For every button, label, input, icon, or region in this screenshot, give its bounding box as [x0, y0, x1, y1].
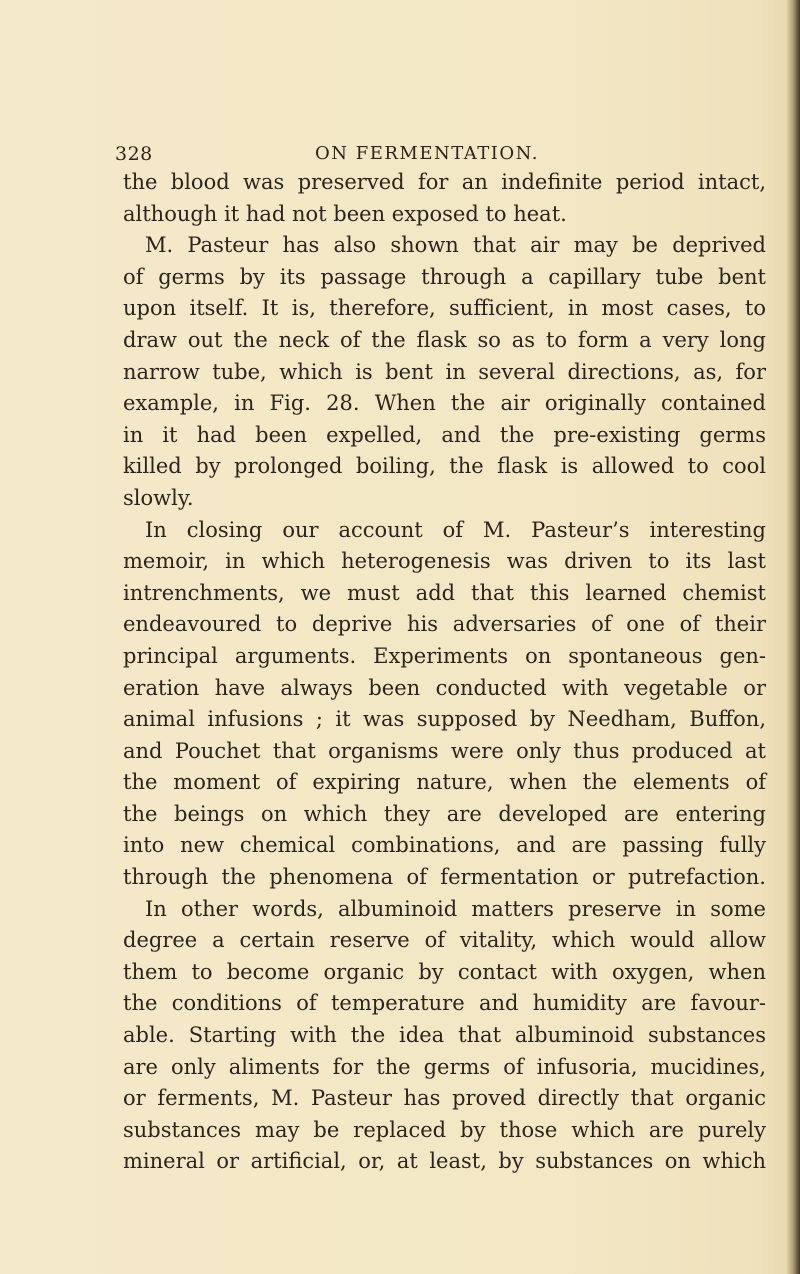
page-edge-shadow [786, 0, 800, 1274]
running-head: ON FERMENTATION. [315, 143, 539, 164]
text-line: into new chemical combinations, and are passing fully [123, 833, 766, 858]
text-line: substances may be replaced by those which are purely [123, 1117, 766, 1142]
text-line: them to become organic by contact with oxygen, when [123, 959, 766, 984]
text-line: animal infusions ; it was supposed by Needham, Buffon, [123, 707, 766, 732]
text-line: or ferments, M. Pasteur has proved directly that organic [123, 1086, 766, 1111]
text-line: degree a certain reserve of vitality, which would allow [123, 928, 766, 953]
text-line: are only aliments for the germs of infusoria, mucidines, [123, 1054, 766, 1079]
page-number: 328 [115, 143, 153, 165]
text-line: narrow tube, which is bent in several directions, as, for [123, 359, 766, 384]
text-line: endeavoured to deprive his adversaries of one of their [123, 612, 766, 637]
text-line: of germs by its passage through a capillary tube bent [123, 264, 766, 289]
text-line: principal arguments. Experiments on spontaneous gen- [123, 643, 766, 668]
text-line: the blood was preserved for an indefinite period intact, [123, 170, 766, 194]
text-line: in it had been expelled, and the pre-existing germs [123, 422, 766, 447]
text-line: the conditions of temperature and humidity are favour- [123, 991, 766, 1016]
text-line: intrenchments, we must add that this learned chemist [123, 580, 766, 605]
text-line: In other words, albuminoid matters preserve in some [145, 896, 766, 921]
text-line: In closing our account of M. Pasteur’s interesting [145, 517, 766, 542]
body-text [123, 167, 766, 1178]
text-line: M. Pasteur has also shown that air may be deprived [145, 233, 766, 258]
text-line: upon itself. It is, therefore, sufficient, in most cases, to [123, 296, 766, 321]
text-line: the beings on which they are developed are entering [123, 801, 766, 826]
text-line: memoir, in which heterogenesis was driven to its last [123, 549, 766, 574]
text-line: example, in Fig. 28. When the air originally contained [123, 391, 766, 416]
text-line: the moment of expiring nature, when the elements of [123, 770, 766, 795]
text-line: able. Starting with the idea that albuminoid substances [123, 1023, 766, 1048]
text-line: through the phenomena of fermentation or putrefaction. [123, 865, 766, 890]
text-line: killed by prolonged boiling, the flask is allowed to cool [123, 454, 766, 479]
text-line: eration have always been conducted with vegetable or [123, 675, 766, 700]
text-line: although it had not been exposed to heat. [123, 201, 567, 226]
text-line: draw out the neck of the flask so as to form a very long [123, 327, 766, 352]
text-line: slowly. [123, 485, 194, 510]
text-line: mineral or artificial, or, at least, by substances on which [123, 1149, 766, 1174]
text-line: and Pouchet that organisms were only thus produced at [123, 738, 766, 763]
